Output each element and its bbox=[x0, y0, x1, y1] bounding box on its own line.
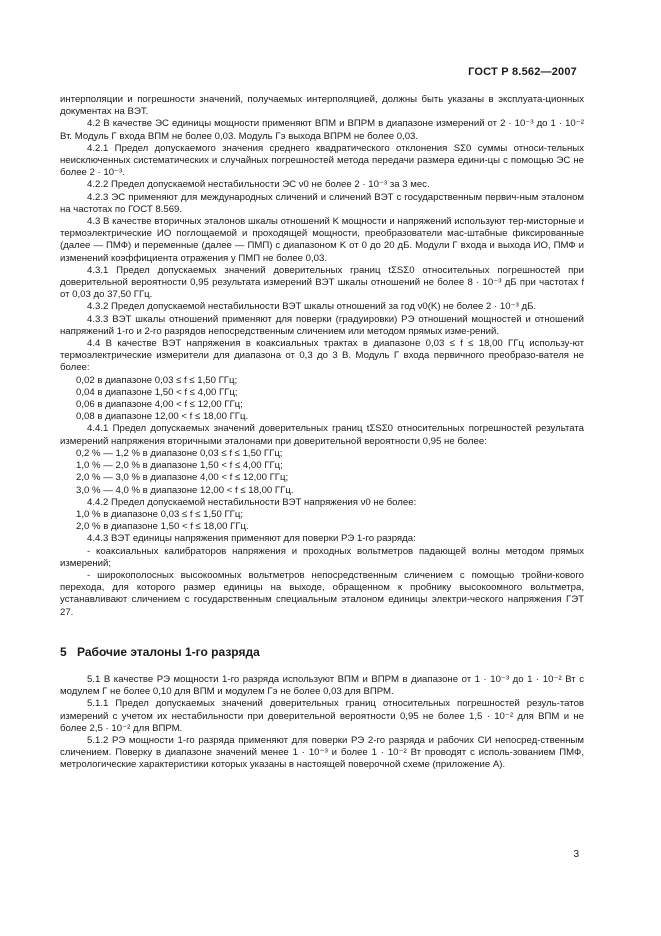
page-number: 3 bbox=[573, 849, 579, 860]
section-heading bbox=[60, 646, 584, 658]
list-item: 0,2 % — 1,2 % в диапазоне 0,03 ≤ f ≤ 1,50 ГГц; bbox=[76, 447, 283, 459]
list-item: 1,0 % в диапазоне 0,03 ≤ f ≤ 1,50 ГГц; bbox=[76, 508, 244, 520]
paragraph: 5.1.1 Предел допускаемых значений доверительных границ относительных погрешностей резуль-татов измерений с учетом их нестабильности при доверительной вероятности 0,95 не более 1,5 · 10⁻² для ВПМ и не более 2,5 · 10⁻² для ВПРМ. bbox=[60, 698, 584, 734]
paragraph: 4.4.1 Предел допускаемых значений доверительных границ tΣSΣ0 относительных погрешностей результата измерений напряжения вторичными эталонами при доверительной вероятности 0,95 не более: bbox=[60, 423, 584, 447]
document-body bbox=[60, 94, 584, 772]
section-number: 5 bbox=[60, 644, 67, 659]
list-item: 0,02 в диапазоне 0,03 ≤ f ≤ 1,50 ГГц; bbox=[76, 374, 238, 386]
paragraph: 5.1 В качестве РЭ мощности 1-го разряда используют ВПМ и ВПРМ в диапазоне от 1 · 10⁻³ до 1 · 10⁻² Вт с модулем Γ не более 0,10 для ВПМ и модулем Γэ не более 0,03 для ВПРМ. bbox=[60, 673, 584, 698]
section-paragraph-list bbox=[60, 674, 584, 772]
paragraph: интерполяции и погрешности значений, получаемых интерполяцией, должны быть указаны в эксплуата-ционных документах на ВЭТ. bbox=[60, 94, 584, 118]
paragraph: 4.4.2 Предел допускаемой нестабильности ВЭТ напряжения ν0 не более: bbox=[87, 496, 417, 508]
list-item: 0,06 в диапазоне 4,00 < f ≤ 12,00 ГГц; bbox=[76, 399, 243, 411]
list-item: 1,0 % — 2,0 % в диапазоне 1,50 < f ≤ 4,00 ГГц; bbox=[76, 460, 283, 472]
paragraph: 4.2.1 Предел допускаемого значения среднего квадратического отклонения SΣ0 суммы относи-тельных неисключенных систематических и случайных погрешностей метода передачи размера едини-цы с помощью ЭС не более 2 · 10⁻³. bbox=[60, 142, 584, 179]
paragraph: 4.4.3 ВЭТ единицы напряжения применяют для поверки РЭ 1-го разряда: bbox=[87, 533, 416, 545]
paragraph: 4.2 В качестве ЭС единицы мощности применяют ВПМ и ВПРМ в диапазоне измерений от 2 · 10⁻³ до 1 · 10⁻² Вт. Модуль Γ входа ВПМ не более 0,03. Модуль Γэ выхода ВПРМ не более 0,03. bbox=[60, 118, 584, 142]
paragraph: 4.4 В качестве ВЭТ напряжения в коаксиальных трактах в диапазоне 0,03 ≤ f ≤ 18,00 ГГц использу-ют термоэлектрические измерители для диапазона от 0,3 до 3 В. Модуль Γ входа первичного преобразо-вателя не более: bbox=[60, 338, 584, 374]
paragraph: 4.2.3 ЭС применяют для международных сличений и сличений ВЭТ с государственным первич-ным эталоном на частотах по ГОСТ 8.569. bbox=[60, 191, 584, 215]
paragraph: 4.3 В качестве вторичных эталонов шкалы отношений K мощности и напряжений используют тер-мисторные и термоэлектрические ИО поглощаемой и проходящей мощности, преобразователи мас-штабные фиксированные (далее — ПМФ) и переменные (далее — ПМП) с диапазоном K от 0 до 20 дБ. Модули Γ входа и выхода ИО, ПМФ и изменений коэффициента отражения у ПМП не более 0,03. bbox=[60, 216, 584, 264]
list-item: 3,0 % — 4,0 % в диапазоне 12,00 < f ≤ 18,00 ГГц. bbox=[76, 484, 294, 496]
paragraph: 4.3.1 Предел допускаемых значений доверительных границ tΣSΣ0 относительных погрешностей при доверительной вероятности 0,95 результата измерений ВЭТ шкалы отношений не более 8 · 10⁻³ дБ при частотах f от 0,03 до 37,50 ГГц. bbox=[60, 264, 584, 301]
list-item: 0,08 в диапазоне 12,00 < f ≤ 18,00 ГГц. bbox=[76, 411, 249, 423]
paragraph: 4.3.2 Предел допускаемой нестабильности ВЭТ шкалы отношений за год ν0(K) не более 2 · 10⁻³ дБ. bbox=[87, 301, 537, 313]
paragraph: 5.1.2 РЭ мощности 1-го разряда применяют для поверки РЭ 2-го разряда и рабочих СИ непосред-ственным сличением. Поверку в диапазоне значений менее 1 · 10⁻³ и более 1 · 10⁻² Вт проводят с исполь-зованием ПМФ, метрологические характеристики которых указаны в настоящей поверочной схеме (приложение А). bbox=[60, 734, 584, 771]
list-item: 2,0 % — 3,0 % в диапазоне 4,00 < f ≤ 12,00 ГГц; bbox=[76, 472, 289, 484]
paragraph: - широкополосных высокоомных вольтметров непосредственным сличением с помощью тройни-кового перехода, для которого размер единицы на выходе, обращенном к пробнику высокоомного вольтметра, устанавливают сличением с государственным специальным эталоном единицы электри-ческого напряжения ГЭТ 27. bbox=[60, 569, 584, 618]
paragraph: 4.3.3 ВЭТ шкалы отношений применяют для поверки (градуировки) РЭ отношений мощностей и отношений напряжений 1-го и 2-го разрядов непосредственным сличением или методом прямых изме-рений. bbox=[60, 313, 584, 337]
document-header: ГОСТ Р 8.562—2007 bbox=[468, 66, 577, 78]
paragraph: 4.2.2 Предел допускаемой нестабильности ЭС ν0 не более 2 · 10⁻³ за 3 мес. bbox=[87, 179, 430, 191]
list-item: 0,04 в диапазоне 1,50 < f ≤ 4,00 ГГц; bbox=[76, 386, 238, 398]
list-item: 2,0 % в диапазоне 1,50 < f ≤ 18,00 ГГц. bbox=[76, 521, 249, 533]
section-title: Рабочие эталоны 1-го разряда bbox=[77, 644, 260, 659]
paragraph: - коаксиальных калибраторов напряжения и проходных вольтметров падающей волны методом прямых измерений; bbox=[60, 545, 584, 569]
paragraph-list bbox=[60, 94, 584, 619]
